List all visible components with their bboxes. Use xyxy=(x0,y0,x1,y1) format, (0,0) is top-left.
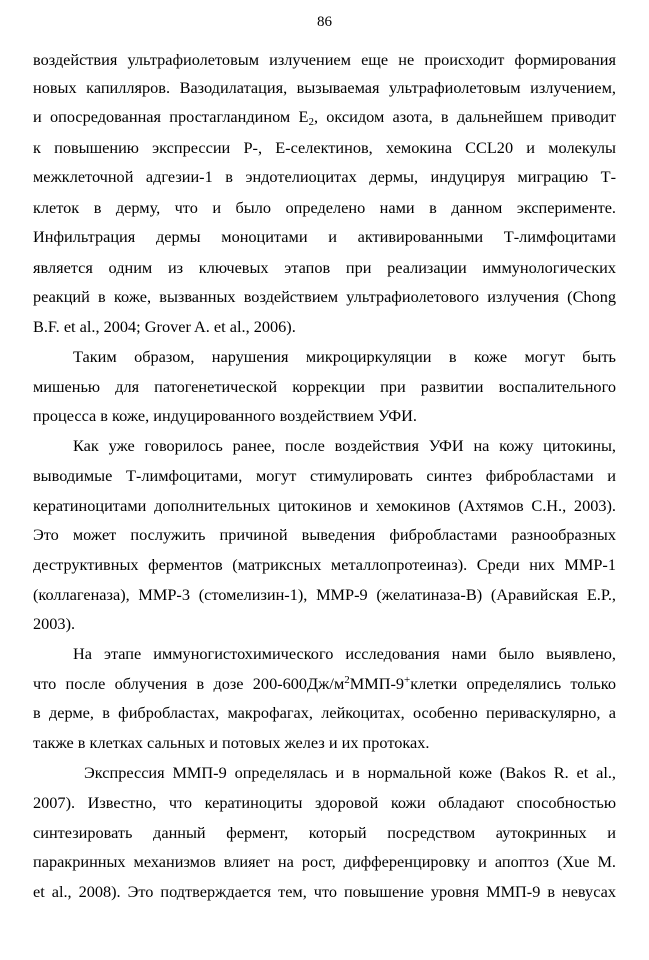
text-line: мишенью для патогенетической коррекции при развитии воспалительного xyxy=(33,377,616,396)
text-line: в дерме, в фибробластах, макрофагах, лейкоцитах, особенно периваскулярно, а xyxy=(33,703,616,722)
text-line: процесса в коже, индуцированного воздействием УФИ. xyxy=(33,406,417,425)
text-line: воздействия ультрафиолетовым излучением еще не происходит формирования xyxy=(33,50,616,69)
text-fragment: и опосредованная простагландином E xyxy=(33,107,309,126)
text-line: B.F. et al., 2004; Grover A. et al., 2006). xyxy=(33,317,296,336)
text-line: Как уже говорилось ранее, после воздействия УФИ на кожу цитокины, xyxy=(73,436,616,455)
text-line: деструктивных ферментов (матриксных металлопротеиназ). Среди них ММР-1 xyxy=(33,555,616,574)
text-line: является одним из ключевых этапов при реализации иммунологических xyxy=(33,258,616,277)
subscript: 2 xyxy=(308,116,314,128)
page-number: 86 xyxy=(317,14,332,30)
superscript: 2 xyxy=(344,674,350,686)
text-line xyxy=(33,102,616,131)
text-line: паракринных механизмов влияет на рост, дифференцировку и апоптоз (Xue M. xyxy=(33,852,616,871)
text-line: выводимые Т-лимфоцитами, могут стимулировать синтез фибробластами и xyxy=(33,466,616,485)
text-line: 2003). xyxy=(33,614,76,633)
text-line: клеток в дерму, что и было определено нами в данном эксперименте. xyxy=(33,198,616,217)
text-line xyxy=(33,669,616,698)
text-fragment: что после облучения в дозе 200-600Дж/м xyxy=(33,674,345,693)
superscript: + xyxy=(404,674,411,686)
text-line: Инфильтрация дермы моноцитами и активированными Т-лимфоцитами xyxy=(33,227,616,246)
text-line: (коллагеназа), ММР-3 (стомелизин-1), ММР-9 (желатиназа-В) (Аравийская Е.Р., xyxy=(33,585,616,604)
text-line: реакций в коже, вызванных воздействием ультрафиолетового излучения (Chong xyxy=(33,287,616,306)
text-fragment: клетки определялись только xyxy=(410,674,617,693)
text-line: Экспрессия ММП-9 определялась и в нормальной коже (Bakos R. et al., xyxy=(84,763,616,782)
text-line: к повышению экспрессии Р-, Е-селектинов, хемокина CCL20 и молекулы xyxy=(33,138,616,157)
text-line: кератиноцитами дополнительных цитокинов и хемокинов (Ахтямов С.Н., 2003). xyxy=(33,496,616,515)
text-line: новых капилляров. Вазодилатация, вызываемая ультрафиолетовым излучением, xyxy=(33,78,616,97)
text-line: межклеточной адгезии-1 в эндотелиоцитах дермы, индуцируя миграцию Т- xyxy=(33,167,616,186)
text-fragment: , оксидом азота, в дальнейшем приводит xyxy=(313,107,616,126)
text-line: Это может послужить причиной выведения фибробластами разнообразных xyxy=(33,525,616,544)
text-line: На этапе иммуногистохимического исследования нами было выявлено, xyxy=(73,644,616,663)
text-line: Таким образом, нарушения микроциркуляции в коже могут быть xyxy=(73,347,616,366)
text-fragment: ММП-9 xyxy=(349,674,405,693)
text-line: 2007). Известно, что кератиноциты здоровой кожи обладают способностью xyxy=(33,793,616,812)
text-line: также в клетках сальных и потовых желез и их протоках. xyxy=(33,733,430,752)
text-line: синтезировать данный фермент, который посредством аутокринных и xyxy=(33,823,616,842)
text-line: et al., 2008). Это подтверждается тем, что повышение уровня ММП-9 в невусах xyxy=(33,882,616,901)
